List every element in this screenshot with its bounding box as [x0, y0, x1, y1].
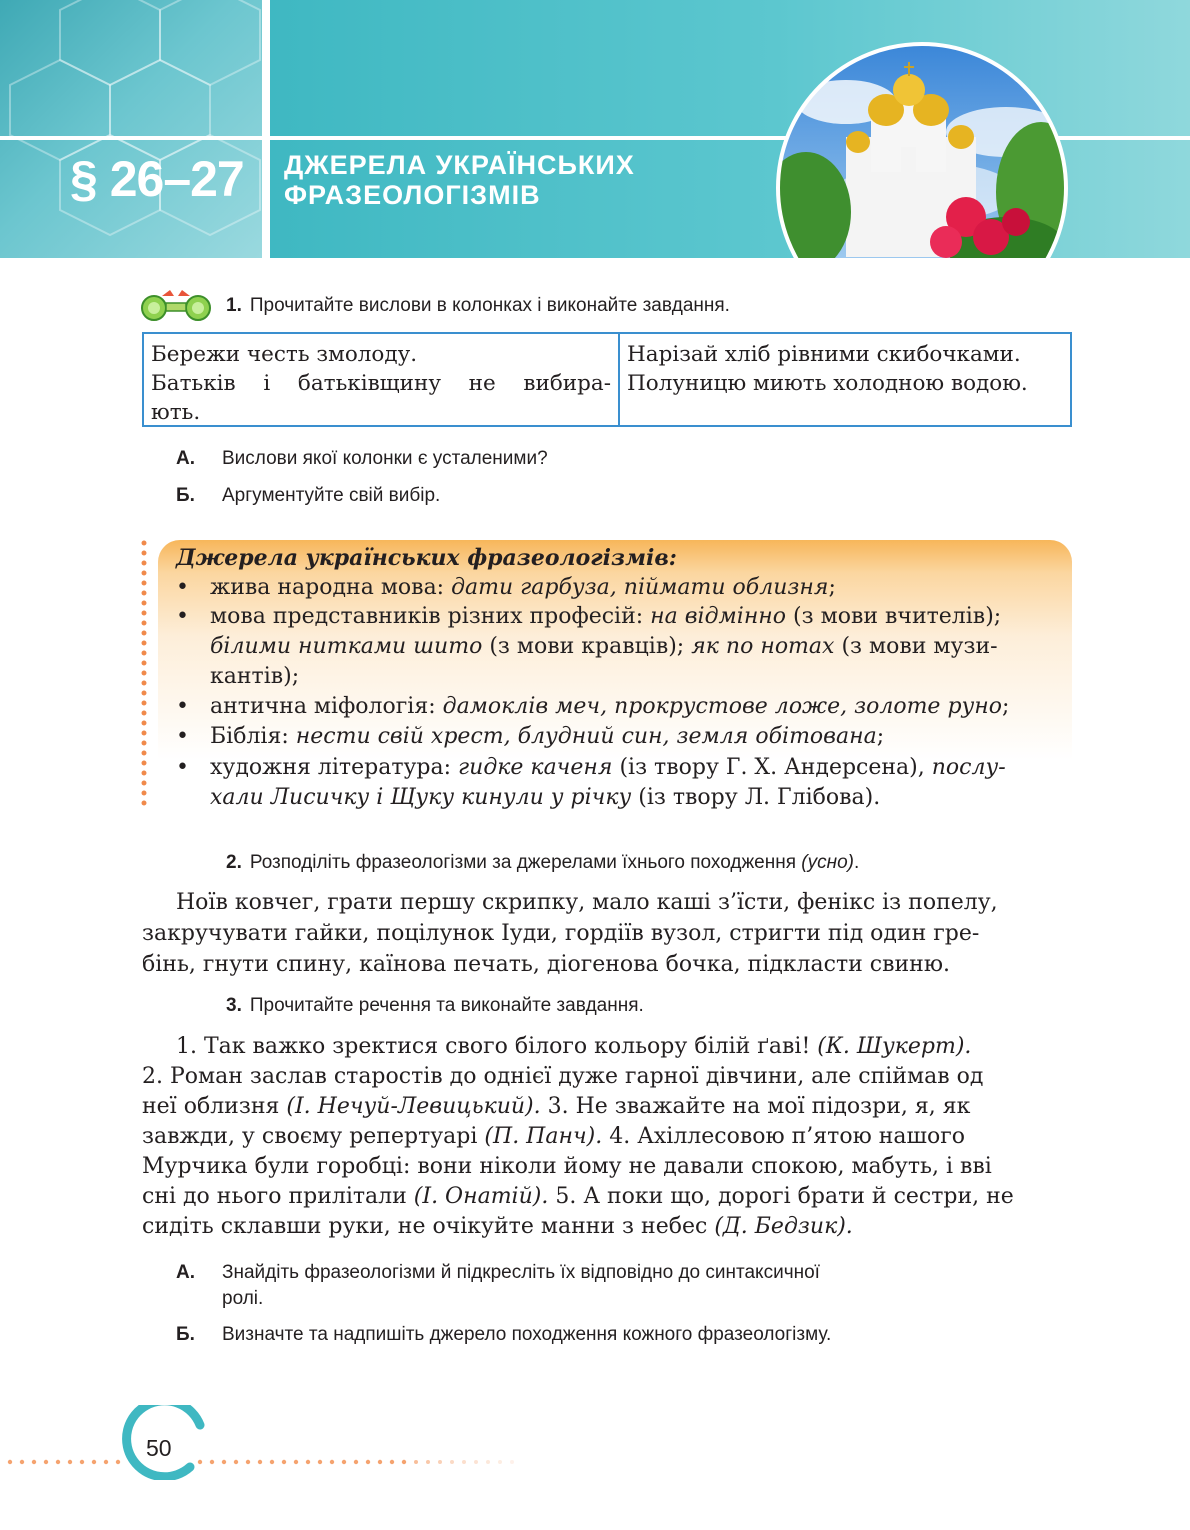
task3-line-7	[142, 1214, 853, 1239]
table-column-1	[144, 334, 620, 425]
info-item-2-line2	[210, 634, 998, 659]
task2-number: 2.	[226, 852, 242, 873]
task3-heading	[226, 995, 644, 1017]
task2-text: Розподіліть фразеологізми за джерелами їхнього походження	[249, 852, 802, 873]
task1-text: Прочитайте вислови в колонках і виконайте завдання.	[249, 295, 730, 316]
info-item-2	[210, 604, 1001, 629]
sentence-author: (І. Нечуй-Левицький).	[286, 1094, 541, 1119]
question-text: Вислови якої колонки є усталеними?	[222, 448, 548, 469]
info-text: ;	[876, 724, 885, 749]
task2-heading	[226, 852, 859, 874]
sentence-text: 5. А поки що, дорогі брати й сестри, не	[548, 1184, 1014, 1209]
section-number: § 26–27	[70, 151, 244, 207]
page-number-badge	[0, 1405, 600, 1480]
info-example: білими нитками шито	[210, 634, 483, 659]
info-item-3	[210, 694, 1009, 719]
sentence-author: (П. Панч).	[484, 1124, 603, 1149]
table-cell: Батьків і батьківщину не вибира-	[151, 371, 611, 396]
info-text: (з мови музи-	[834, 634, 998, 659]
sentence-text: сидіть склавши руки, не очікуйте манни з небес	[142, 1214, 715, 1239]
bullet: •	[176, 755, 189, 780]
bullet: •	[176, 575, 189, 600]
info-text: жива народна мова:	[210, 575, 452, 600]
task1-heading	[226, 295, 730, 317]
table-cell: ють.	[151, 400, 201, 425]
info-text: мова представників різних професій:	[210, 604, 651, 629]
info-text: антична міфологія:	[210, 694, 443, 719]
info-example: дамоклів меч, прокрустове ложе, золоте руно	[442, 694, 1003, 719]
info-item-2-line3: кантів);	[210, 664, 300, 689]
info-item-5-line2	[210, 785, 880, 810]
task3-line-1	[176, 1034, 971, 1059]
table-column-2	[620, 334, 1072, 425]
sentence-author: (К. Шукерт).	[817, 1034, 972, 1059]
info-text: ;	[1002, 694, 1010, 719]
info-example: на відмінно	[650, 604, 787, 629]
church-photo	[776, 42, 1068, 258]
info-example: дати гарбуза, піймати облизня	[451, 575, 829, 600]
question-label: Б.	[176, 1324, 195, 1345]
section-title-line1: ДЖЕРЕЛА УКРАЇНСЬКИХ	[284, 150, 635, 180]
info-text: (із твору Г. Х. Андерсена),	[612, 755, 932, 780]
task3-question-a	[176, 1262, 820, 1284]
question-text: Знайдіть фразеологізми й підкресліть їх відповідно до синтаксичної	[222, 1262, 820, 1283]
bullet: •	[176, 694, 189, 719]
question-text: Аргументуйте свій вибір.	[222, 485, 441, 506]
task2-end: .	[853, 852, 860, 873]
task3-text: Прочитайте речення та виконайте завдання.	[249, 995, 644, 1016]
sentence-text: завжди, у своєму репертуарі	[142, 1124, 485, 1149]
info-example: як по нотах	[691, 634, 835, 659]
sentence-author: (Д. Бедзик).	[714, 1214, 853, 1239]
info-item-1	[210, 575, 836, 600]
task1-question-b	[176, 485, 440, 507]
task1-question-a	[176, 448, 548, 470]
sentence-text: 4. Ахіллесовою п’ятою нашого	[602, 1124, 965, 1149]
dotted-border	[141, 540, 147, 810]
binoculars-icon	[140, 288, 214, 322]
question-text: Визначте та надпишіть джерело походження кожного фразеологізму.	[222, 1324, 832, 1345]
task3-line-5: Мурчика були горобці: вони ніколи йому не давали спокою, мабуть, і вві	[142, 1154, 992, 1179]
info-text: (із твору Л. Глібова).	[631, 785, 881, 810]
task3-line-3	[142, 1094, 970, 1119]
task3-question-b	[176, 1324, 831, 1346]
table-cell: Полуницю миють холодною водою.	[627, 371, 1028, 396]
sentence-text: 1. Так важко зректися свого білого кольору білій ґаві!	[176, 1034, 818, 1059]
section-title	[284, 150, 635, 210]
task3-line-6	[142, 1184, 1014, 1209]
task2-line-2: закручувати гайки, поцілунок Іуди, гордіїв вузол, стригти під один гре-	[142, 921, 980, 946]
bullet: •	[176, 604, 189, 629]
question-label: А.	[176, 1262, 195, 1283]
info-item-5	[210, 755, 1006, 780]
task1-number: 1.	[226, 295, 242, 316]
table-cell: Бережи честь змолоду.	[151, 342, 418, 367]
sentence-text: сні до нього прилітали	[142, 1184, 414, 1209]
info-example: гидке каченя	[458, 755, 613, 780]
sentence-author: (І. Онатій).	[413, 1184, 549, 1209]
info-text: Біблія:	[210, 724, 296, 749]
task2-line-1: Ноїв ковчег, грати першу скрипку, мало каші з’їсти, фенікс із попелу,	[176, 890, 998, 915]
task2-line-3: бінь, гнути спину, каїнова печать, діогенова бочка, підкласти свиню.	[142, 952, 950, 977]
task1-table	[142, 332, 1072, 427]
header-left-panel	[0, 0, 262, 258]
hexagon-pattern	[0, 0, 262, 258]
task2-note: (усно)	[801, 852, 854, 873]
task3-number: 3.	[226, 995, 242, 1016]
info-item-4	[210, 724, 884, 749]
section-title-line2: ФРАЗЕОЛОГІЗМІВ	[284, 180, 541, 210]
info-text: ;	[828, 575, 836, 600]
info-text: (з мови вчителів);	[786, 604, 1002, 629]
info-text: (з мови кравців);	[482, 634, 692, 659]
info-example: нести свій хрест, блудний син, земля обітована	[295, 724, 877, 749]
sentence-text: неї облизня	[142, 1094, 287, 1119]
info-box-title: Джерела українських фразеологізмів:	[176, 545, 677, 571]
task3-line-2: 2. Роман заслав старостів до однієї дуже гарної дівчини, але спіймав од	[142, 1064, 984, 1089]
bullet: •	[176, 724, 189, 749]
sentence-text: 3. Не зважайте на мої підозри, я, як	[540, 1094, 971, 1119]
task3-question-a-line2: ролі.	[222, 1288, 264, 1309]
info-example: хали Лисичку і Щуку кинули у річку	[210, 785, 632, 810]
info-text: художня література:	[210, 755, 459, 780]
info-example: послу-	[931, 755, 1006, 780]
question-label: Б.	[176, 485, 195, 506]
table-cell: Нарізай хліб рівними скибочками.	[627, 342, 1021, 367]
page-number: 50	[146, 1435, 172, 1461]
task3-line-4	[142, 1124, 965, 1149]
question-label: А.	[176, 448, 195, 469]
